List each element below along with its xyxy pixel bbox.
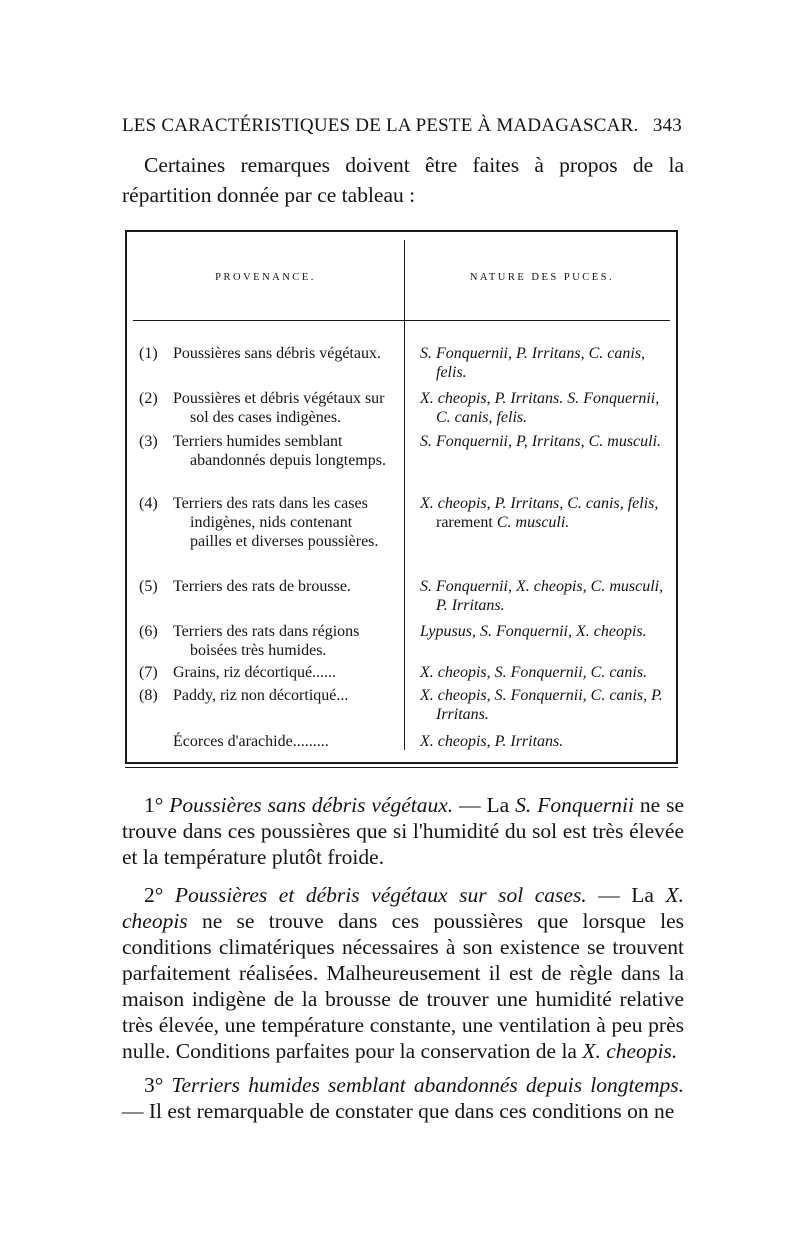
- nature-text: [420, 494, 672, 532]
- paragraph-text: — La: [586, 883, 666, 907]
- table-row-nature: [420, 686, 672, 724]
- paragraph-1: [122, 792, 684, 870]
- provenance-text: Terriers humides semblant abandonnés depuis longtemps.: [173, 433, 386, 469]
- provenance-text: Terriers des rats de brousse.: [173, 578, 351, 595]
- row-number: (1): [139, 345, 158, 362]
- table-row-nature: [420, 622, 672, 641]
- provenance-text: Poussières sans débris végétaux.: [173, 345, 381, 362]
- provenance-text: Grains, riz décortiqué......: [173, 664, 337, 681]
- nature-italic: C. musculi.: [496, 514, 570, 531]
- table-row-provenance: [139, 663, 394, 682]
- table-double-rule: [125, 767, 678, 768]
- provenance-text: Paddy, riz non décortiqué...: [173, 687, 349, 704]
- nature-roman: rarement: [436, 514, 497, 531]
- nature-text: X. cheopis, P. Irritans. S. Fonquernii, C. canis, felis.: [420, 390, 660, 426]
- row-number: (5): [139, 578, 158, 595]
- table-row-nature: [420, 577, 672, 615]
- table-row-provenance: [139, 389, 394, 427]
- row-number: (6): [139, 623, 158, 640]
- nature-text: S. Fonquernii, P, Irritans, C. musculi.: [420, 433, 662, 450]
- nature-text: S. Fonquernii, P. Irritans, C. canis, felis.: [420, 345, 646, 381]
- paragraph-3: [122, 1072, 684, 1124]
- table-row-nature: [420, 432, 672, 451]
- page-number: 343: [652, 115, 682, 136]
- species-name: X. cheopis.: [582, 1039, 678, 1063]
- table-row-provenance: [139, 686, 394, 705]
- species-name: X. cheopis: [122, 883, 684, 933]
- table-row-nature: [420, 494, 672, 532]
- nature-text: X. cheopis, P. Irritans.: [420, 733, 564, 750]
- nature-italic: X. cheopis, P. Irritans, C. canis, felis,: [420, 495, 659, 512]
- paragraph-text: ne se trouve dans ces poussières que lorsque les conditions climatériques nécessaires à son existence se trouvent parfaitement réalisées. Malheureusement il est de règle dans la maison indigène de la brousse de trouver une humidité relative très élevée, une température constante, une ventilation à peu près nulle. Conditions parfaites pour la conservation de la: [122, 909, 684, 1063]
- paragraph-2: [122, 882, 684, 1064]
- header-provenance: PROVENANCE.: [215, 272, 316, 283]
- row-number: (7): [139, 664, 158, 681]
- running-head-title: LES CARACTÉRISTIQUES DE LA PESTE À MADAGASCAR.: [122, 115, 639, 136]
- table-row-nature: [420, 344, 672, 382]
- flea-distribution-table: [125, 230, 678, 764]
- paragraph-marker: 2°: [144, 883, 164, 907]
- table-row-provenance: [139, 577, 394, 596]
- table-row-provenance: [139, 432, 394, 470]
- paragraph-lead: Poussières sans débris végétaux.: [169, 793, 454, 817]
- table-row-nature: [420, 663, 672, 682]
- intro-paragraph: Certaines remarques doivent être faites à propos de la répartition donnée par ce tableau :: [122, 153, 684, 207]
- provenance-text: Terriers des rats dans les cases indigènes, nids contenant pailles et diverses poussières.: [173, 495, 379, 550]
- row-number: (2): [139, 390, 158, 407]
- header-rule: [133, 320, 670, 321]
- provenance-text: Poussières et débris végétaux sur sol des cases indigènes.: [173, 390, 385, 426]
- paragraph-marker: 1°: [144, 793, 164, 817]
- column-divider: [404, 240, 405, 750]
- table-row-provenance: [139, 732, 394, 751]
- nature-text: X. cheopis, S. Fonquernii, C. canis.: [420, 664, 648, 681]
- table-row-provenance: [139, 344, 394, 363]
- paragraph-lead: Terriers humides semblant abandonnés depuis longtemps.: [171, 1073, 684, 1097]
- table-row-nature: [420, 389, 672, 427]
- nature-text: Lypusus, S. Fonquernii, X. cheopis.: [420, 623, 647, 640]
- provenance-text: Écorces d'arachide.........: [173, 733, 329, 750]
- paragraph-text: — La: [453, 793, 516, 817]
- paragraph-text: — Il est remarquable de constater que dans ces conditions on ne: [122, 1099, 675, 1123]
- row-number: (4): [139, 495, 158, 512]
- paragraph-text: ne se trouve dans ces poussières que si l'humidité du sol est très élevée et la température plutôt froide.: [122, 793, 684, 869]
- table-row-provenance: [139, 494, 394, 551]
- nature-text: S. Fonquernii, X. cheopis, C. musculi, P. Irritans.: [420, 578, 664, 614]
- paragraph-lead: Poussières et débris végétaux sur sol cases.: [174, 883, 587, 907]
- nature-text: X. cheopis, S. Fonquernii, C. canis, P. Irritans.: [420, 687, 663, 723]
- provenance-text: Terriers des rats dans régions boisées très humides.: [173, 623, 360, 659]
- row-number: (3): [139, 433, 158, 450]
- species-name: S. Fonquernii: [515, 793, 634, 817]
- paragraph-marker: 3°: [144, 1073, 164, 1097]
- header-nature: NATURE DES PUCES.: [469, 272, 615, 283]
- table-row-provenance: [139, 622, 394, 660]
- table-row-nature: [420, 732, 672, 751]
- row-number: (8): [139, 687, 158, 704]
